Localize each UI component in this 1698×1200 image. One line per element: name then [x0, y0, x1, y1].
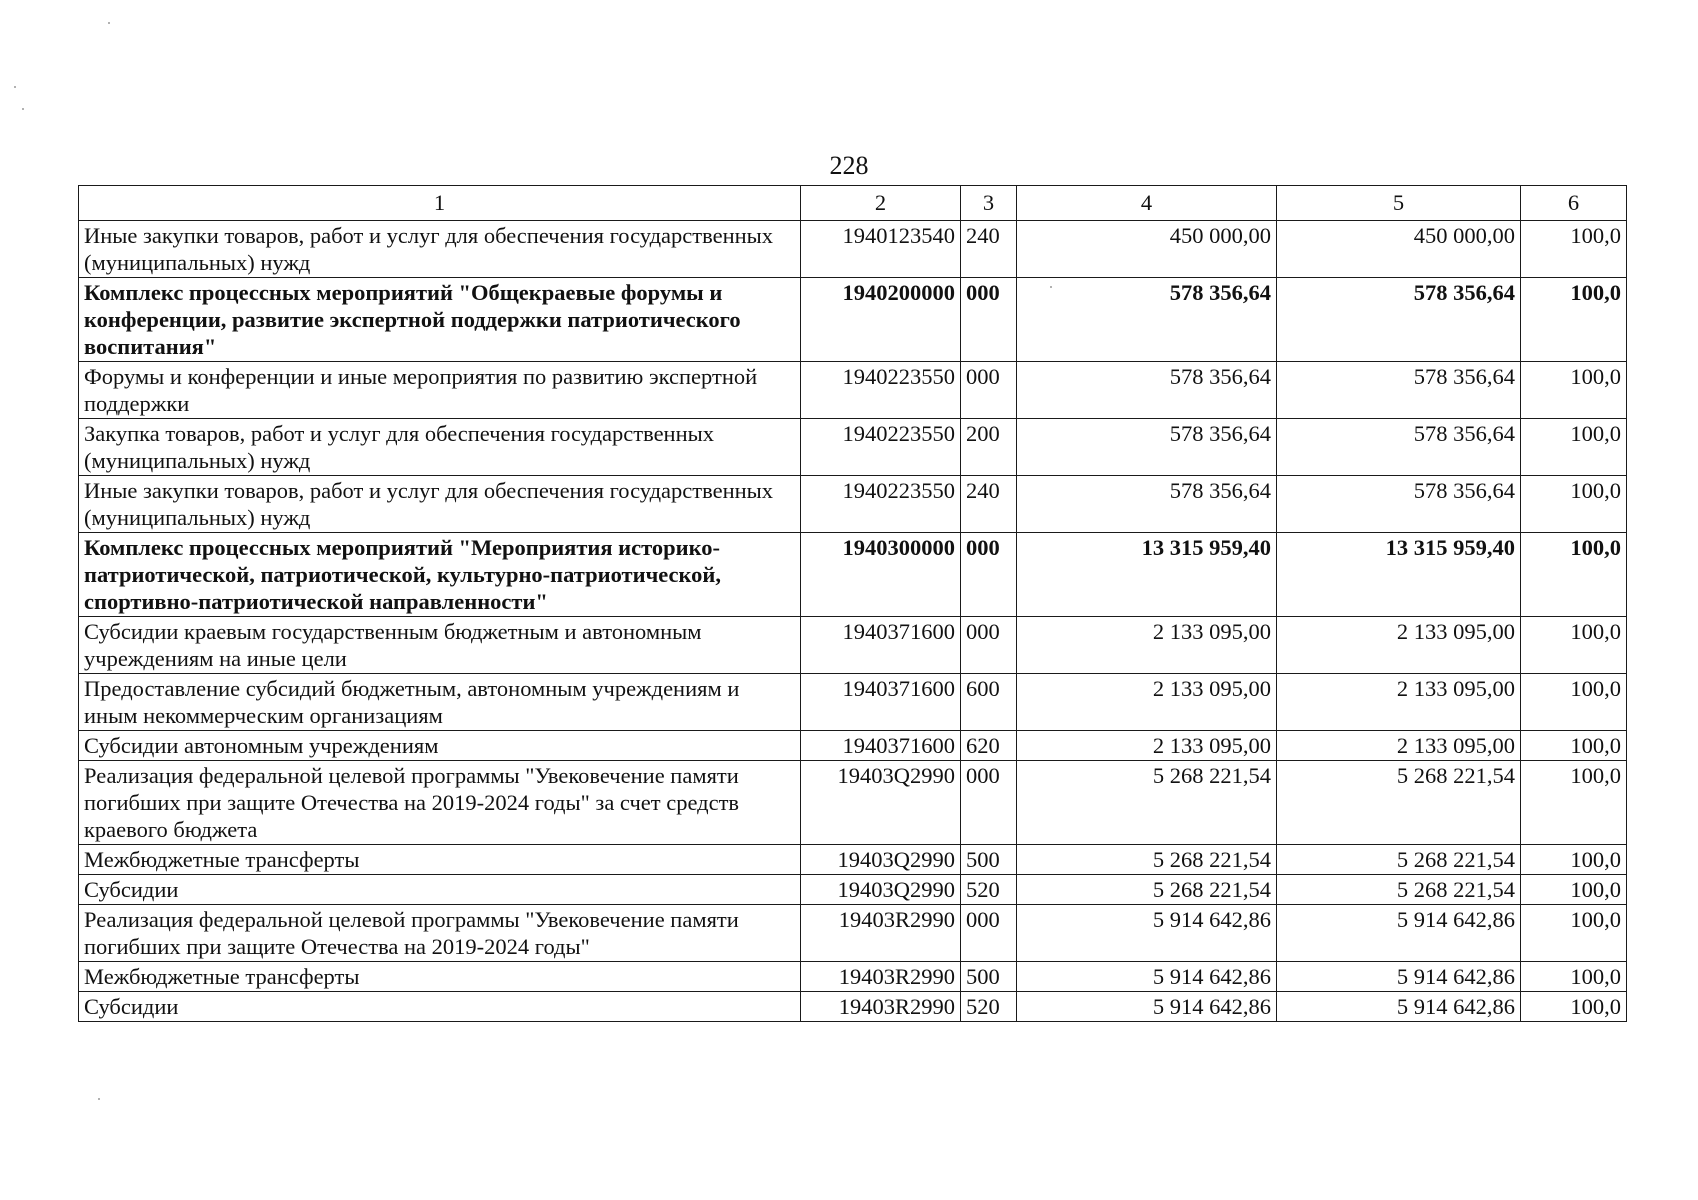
- cell-plan-amount: 5 268 221,54: [1017, 845, 1277, 875]
- table-row: [79, 962, 1627, 992]
- cell-fact-amount: 2 133 095,00: [1277, 731, 1521, 761]
- cell-name: Иные закупки товаров, работ и услуг для обеспечения государственных (муниципальных) нужд: [79, 221, 801, 278]
- cell-fact-amount: 5 914 642,86: [1277, 992, 1521, 1022]
- table-row: [79, 845, 1627, 875]
- cell-percent: 100,0: [1521, 845, 1627, 875]
- cell-name: Комплекс процессных мероприятий "Общекраевые форумы и конференции, развитие экспертной поддержки патриотического воспитания": [79, 278, 801, 362]
- cell-percent: 100,0: [1521, 674, 1627, 731]
- scan-speck: [1050, 286, 1052, 288]
- scan-speck: [14, 86, 16, 88]
- cell-fact-amount: 2 133 095,00: [1277, 617, 1521, 674]
- cell-plan-amount: 2 133 095,00: [1017, 731, 1277, 761]
- table-row: [79, 419, 1627, 476]
- cell-code: 1940123540: [801, 221, 961, 278]
- cell-plan-amount: 5 914 642,86: [1017, 992, 1277, 1022]
- cell-kvr: 240: [961, 221, 1017, 278]
- cell-kvr: 240: [961, 476, 1017, 533]
- column-header: 4: [1017, 186, 1277, 221]
- cell-name: Субсидии: [79, 875, 801, 905]
- cell-percent: 100,0: [1521, 533, 1627, 617]
- table-row: [79, 362, 1627, 419]
- cell-code: 1940200000: [801, 278, 961, 362]
- cell-kvr: 620: [961, 731, 1017, 761]
- cell-fact-amount: 13 315 959,40: [1277, 533, 1521, 617]
- cell-plan-amount: 2 133 095,00: [1017, 674, 1277, 731]
- cell-name: Субсидии краевым государственным бюджетным и автономным учреждениям на иные цели: [79, 617, 801, 674]
- cell-plan-amount: 578 356,64: [1017, 476, 1277, 533]
- cell-plan-amount: 5 914 642,86: [1017, 962, 1277, 992]
- cell-code: 1940223550: [801, 362, 961, 419]
- cell-code: 19403R2990: [801, 905, 961, 962]
- cell-kvr: 000: [961, 362, 1017, 419]
- cell-percent: 100,0: [1521, 278, 1627, 362]
- cell-code: 1940223550: [801, 476, 961, 533]
- cell-percent: 100,0: [1521, 761, 1627, 845]
- cell-fact-amount: 578 356,64: [1277, 362, 1521, 419]
- cell-name: Комплекс процессных мероприятий "Мероприятия историко-патриотической, патриотической, культурно-патриотической, спортивно-патриотической направленности": [79, 533, 801, 617]
- cell-plan-amount: 2 133 095,00: [1017, 617, 1277, 674]
- cell-fact-amount: 450 000,00: [1277, 221, 1521, 278]
- cell-code: 1940371600: [801, 617, 961, 674]
- cell-plan-amount: 450 000,00: [1017, 221, 1277, 278]
- cell-code: 19403Q2990: [801, 761, 961, 845]
- column-header: 5: [1277, 186, 1521, 221]
- page-number: 228: [829, 151, 869, 180]
- header-row: [79, 186, 1627, 221]
- column-header: 3: [961, 186, 1017, 221]
- table-row: [79, 278, 1627, 362]
- table-row: [79, 761, 1627, 845]
- cell-name: Межбюджетные трансферты: [79, 845, 801, 875]
- cell-kvr: 000: [961, 533, 1017, 617]
- column-header: 1: [79, 186, 801, 221]
- cell-percent: 100,0: [1521, 962, 1627, 992]
- cell-name: Форумы и конференции и иные мероприятия по развитию экспертной поддержки: [79, 362, 801, 419]
- scan-speck: [108, 22, 110, 24]
- cell-fact-amount: 5 914 642,86: [1277, 962, 1521, 992]
- cell-fact-amount: 578 356,64: [1277, 476, 1521, 533]
- cell-code: 1940223550: [801, 419, 961, 476]
- table-row: [79, 674, 1627, 731]
- cell-name: Предоставление субсидий бюджетным, автономным учреждениям и иным некоммерческим организациям: [79, 674, 801, 731]
- cell-plan-amount: 5 914 642,86: [1017, 905, 1277, 962]
- cell-name: Закупка товаров, работ и услуг для обеспечения государственных (муниципальных) нужд: [79, 419, 801, 476]
- cell-code: 19403Q2990: [801, 845, 961, 875]
- cell-fact-amount: 578 356,64: [1277, 419, 1521, 476]
- table-row: [79, 905, 1627, 962]
- table-row: [79, 617, 1627, 674]
- cell-fact-amount: 2 133 095,00: [1277, 674, 1521, 731]
- table-row: [79, 533, 1627, 617]
- cell-percent: 100,0: [1521, 476, 1627, 533]
- table-row: [79, 221, 1627, 278]
- cell-kvr: 500: [961, 845, 1017, 875]
- cell-plan-amount: 13 315 959,40: [1017, 533, 1277, 617]
- cell-name: Реализация федеральной целевой программы "Увековечение памяти погибших при защите Отечества на 2019-2024 годы": [79, 905, 801, 962]
- cell-percent: 100,0: [1521, 617, 1627, 674]
- cell-plan-amount: 578 356,64: [1017, 419, 1277, 476]
- table-body: [79, 221, 1627, 1022]
- cell-percent: 100,0: [1521, 221, 1627, 278]
- cell-percent: 100,0: [1521, 419, 1627, 476]
- cell-kvr: 000: [961, 761, 1017, 845]
- table-row: [79, 476, 1627, 533]
- cell-plan-amount: 5 268 221,54: [1017, 875, 1277, 905]
- cell-percent: 100,0: [1521, 905, 1627, 962]
- cell-fact-amount: 5 268 221,54: [1277, 761, 1521, 845]
- budget-table: [78, 185, 1627, 1022]
- cell-kvr: 500: [961, 962, 1017, 992]
- cell-percent: 100,0: [1521, 875, 1627, 905]
- cell-percent: 100,0: [1521, 731, 1627, 761]
- cell-fact-amount: 5 914 642,86: [1277, 905, 1521, 962]
- cell-fact-amount: 5 268 221,54: [1277, 875, 1521, 905]
- cell-kvr: 520: [961, 875, 1017, 905]
- cell-name: Межбюджетные трансферты: [79, 962, 801, 992]
- table-row: [79, 875, 1627, 905]
- cell-fact-amount: 5 268 221,54: [1277, 845, 1521, 875]
- column-header: 2: [801, 186, 961, 221]
- cell-code: 1940371600: [801, 674, 961, 731]
- cell-name: Субсидии автономным учреждениям: [79, 731, 801, 761]
- table-row: [79, 731, 1627, 761]
- scan-speck: [22, 108, 24, 110]
- cell-kvr: 000: [961, 278, 1017, 362]
- cell-name: Иные закупки товаров, работ и услуг для обеспечения государственных (муниципальных) нужд: [79, 476, 801, 533]
- table-row: [79, 992, 1627, 1022]
- column-header: 6: [1521, 186, 1627, 221]
- cell-name: Субсидии: [79, 992, 801, 1022]
- cell-code: 1940371600: [801, 731, 961, 761]
- cell-code: 1940300000: [801, 533, 961, 617]
- cell-code: 19403R2990: [801, 962, 961, 992]
- scan-speck: [98, 1098, 100, 1100]
- cell-percent: 100,0: [1521, 362, 1627, 419]
- cell-kvr: 000: [961, 617, 1017, 674]
- cell-kvr: 200: [961, 419, 1017, 476]
- cell-kvr: 000: [961, 905, 1017, 962]
- cell-percent: 100,0: [1521, 992, 1627, 1022]
- cell-code: 19403Q2990: [801, 875, 961, 905]
- cell-plan-amount: 578 356,64: [1017, 278, 1277, 362]
- cell-plan-amount: 5 268 221,54: [1017, 761, 1277, 845]
- cell-fact-amount: 578 356,64: [1277, 278, 1521, 362]
- cell-code: 19403R2990: [801, 992, 961, 1022]
- cell-name: Реализация федеральной целевой программы "Увековечение памяти погибших при защите Отечества на 2019-2024 годы" за счет средств краевого бюджета: [79, 761, 801, 845]
- cell-kvr: 520: [961, 992, 1017, 1022]
- cell-plan-amount: 578 356,64: [1017, 362, 1277, 419]
- cell-kvr: 600: [961, 674, 1017, 731]
